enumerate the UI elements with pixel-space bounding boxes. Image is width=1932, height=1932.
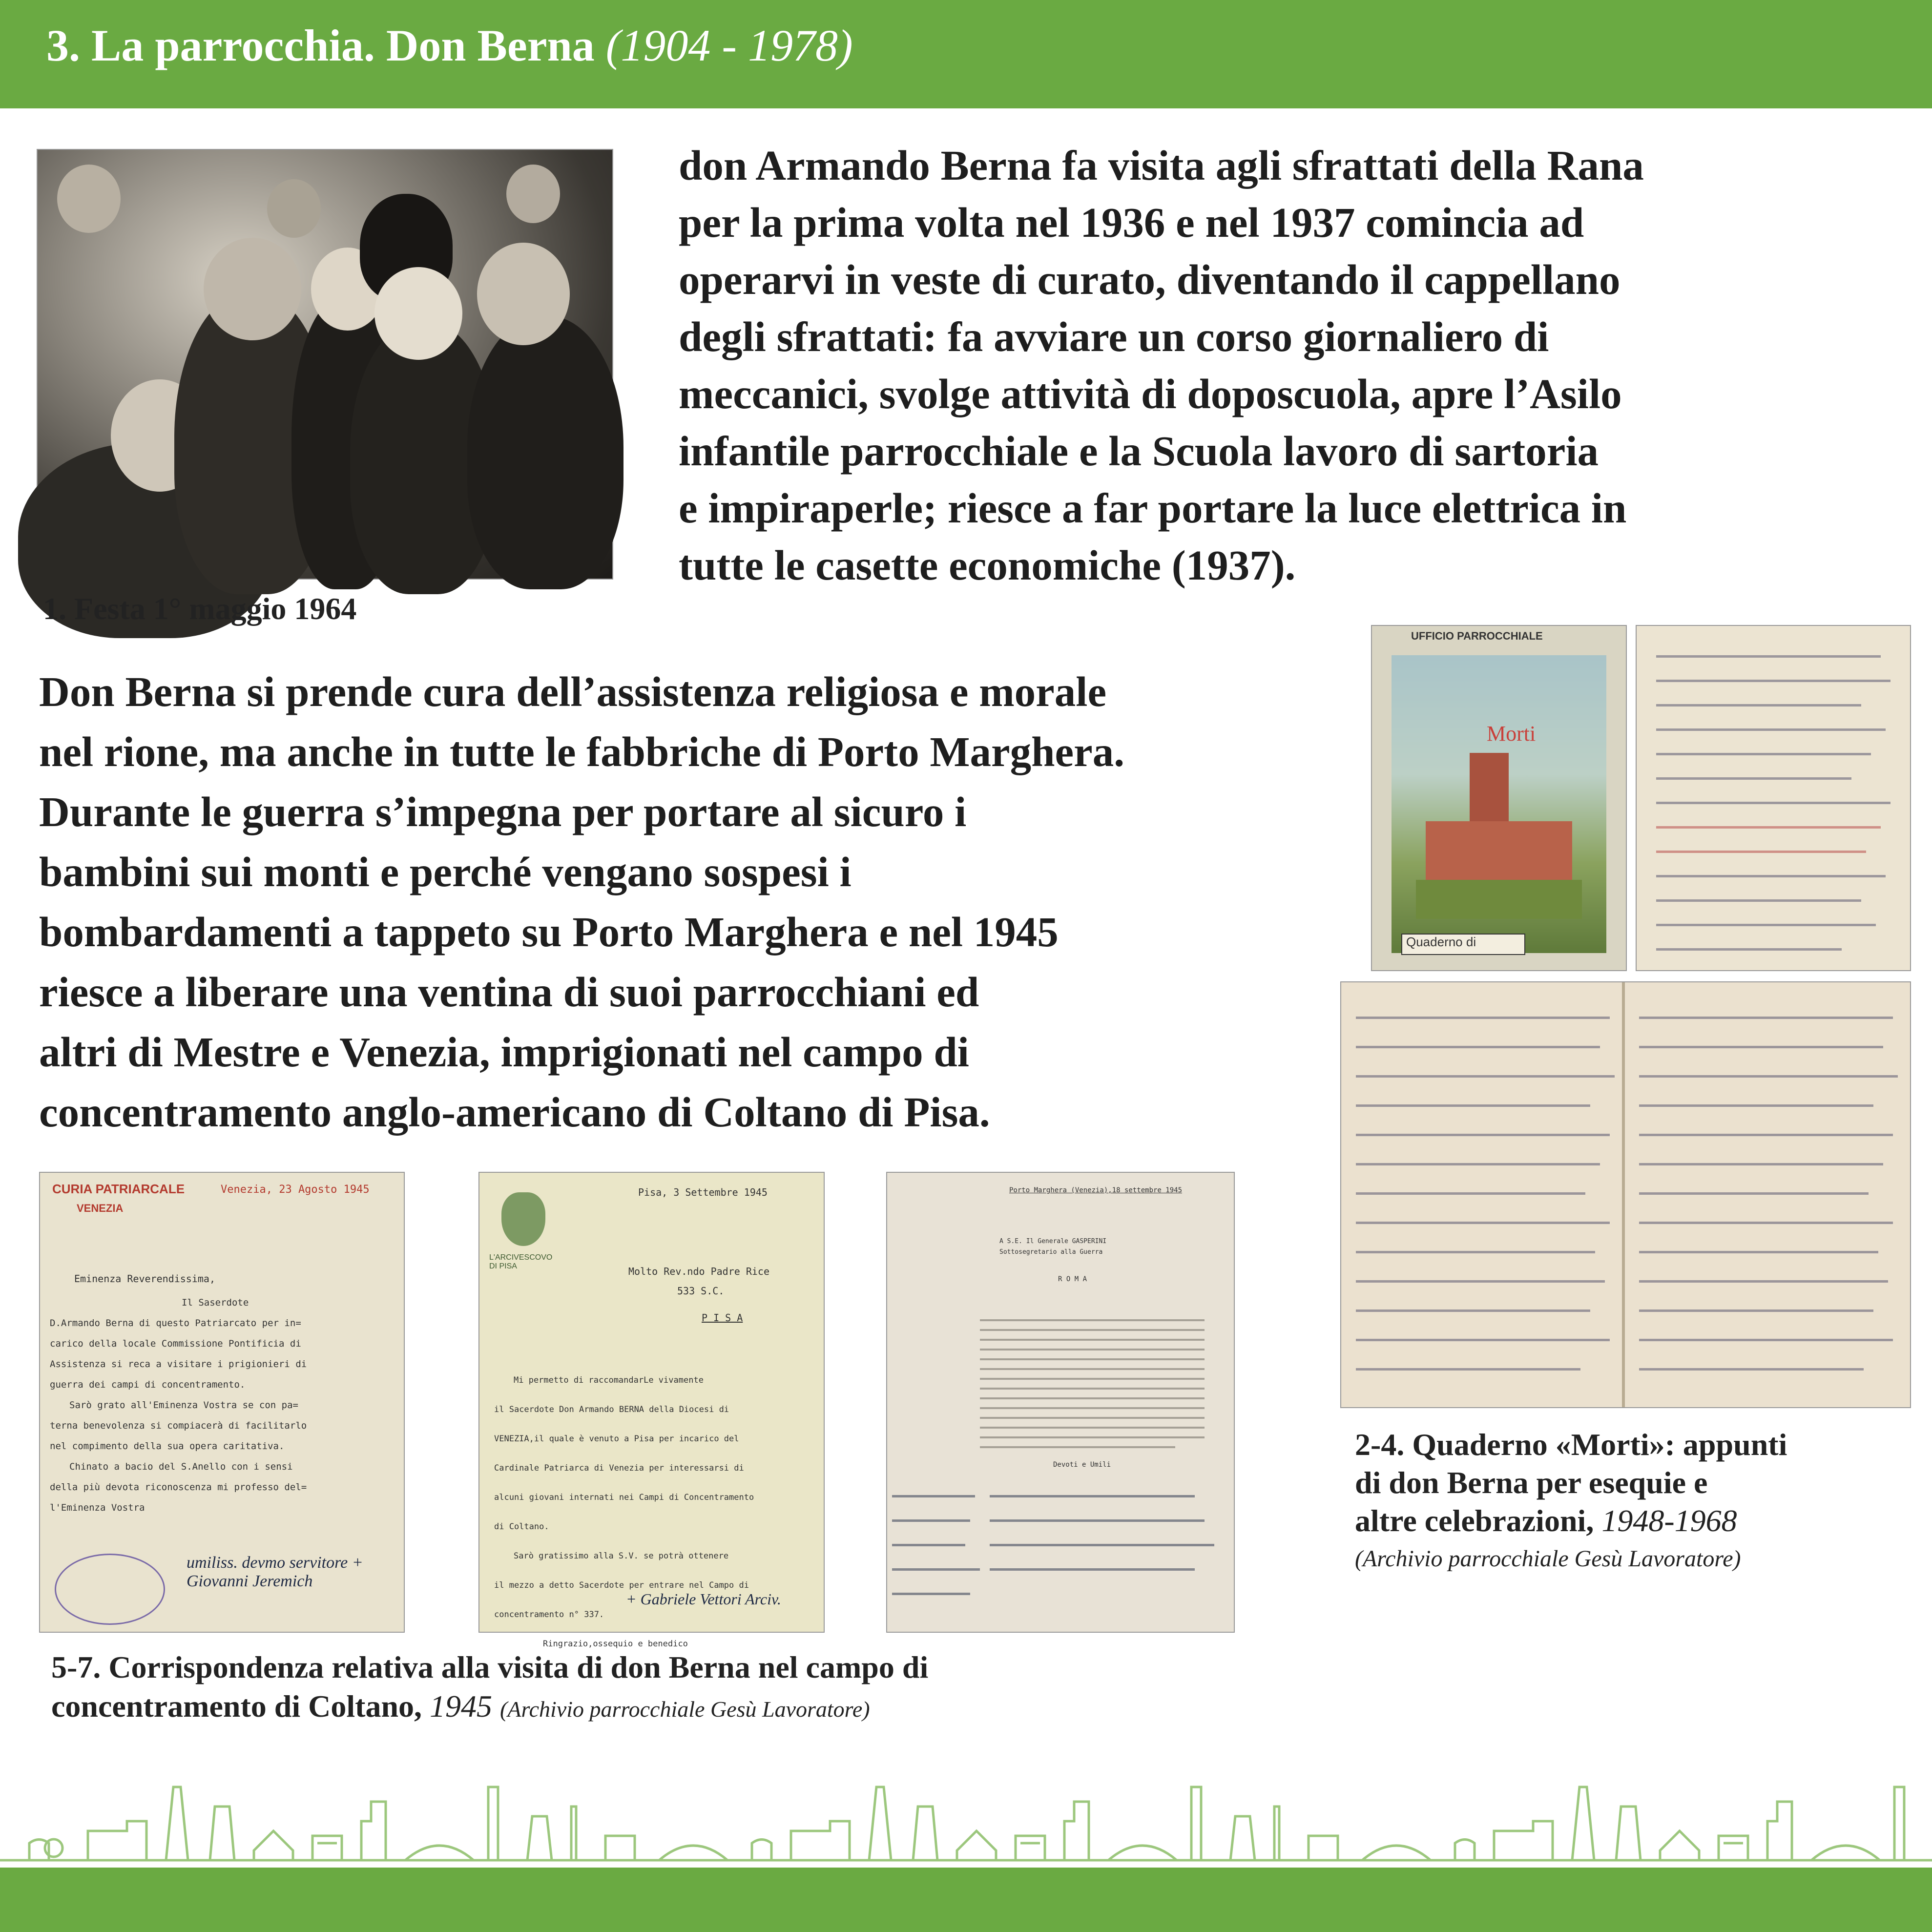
caption-notebook-archive: (Archivio parrocchiale Gesù Lavoratore) (1355, 1546, 1741, 1572)
intro-line: operarvi in veste di curato, diventando il cappellano (679, 256, 1620, 303)
page-title-years: (1904 - 1978) (605, 21, 853, 70)
notebook-cover-title: Morti (1487, 722, 1536, 746)
letter3-signatures (887, 1485, 1234, 1632)
caption-letters-line2: concentramento di Coltano, (51, 1689, 422, 1724)
photo-notebook-cover (1371, 625, 1627, 971)
intro-line: tutte le casette economiche (1937). (679, 541, 1296, 589)
caption-letters (51, 1648, 928, 1729)
intro-line: e impiraperle; riesce a far portare la luce elettrica in (679, 484, 1627, 532)
letter2-date: Pisa, 3 Settembre 1945 (638, 1186, 768, 1198)
letter3-date: Porto Marghera (Venezia),18 settembre 1945 (1009, 1186, 1183, 1194)
photo-letter-pisa (478, 1172, 825, 1649)
main-line: nel rione, ma anche in tutte le fabbriche di Porto Marghera. (39, 728, 1124, 775)
letter2-recipient2: 533 S.C. (677, 1285, 725, 1297)
intro-text (679, 137, 1644, 594)
letter1-seal (55, 1554, 165, 1625)
header-bar (0, 0, 1932, 108)
photo-letter-curia (39, 1172, 405, 1633)
photo-letter-marghera (886, 1172, 1235, 1633)
main-line: Don Berna si prende cura dell’assistenza religiosa e morale (39, 668, 1107, 715)
letter3-city: R O M A (1058, 1275, 1087, 1283)
intro-line: degli sfrattati: fa avviare un corso giornaliero di (679, 313, 1549, 360)
letter1-body: Il Saserdote D.Armando Berna di questo Patriarcato per in= carico della locale Commissione Pontificia di Assistenza si reca a visitare i prigionieri di guerra dei campi di concentramento. Sarò grato all'Eminenza Vostra se con pa= terna benevolenza si compiacerà di facilitarlo nel compimento della sua opera caritativa. Chinato a bacio del S.Anello con i sensi della più devota riconoscenza mi professo del= l'Eminenza Vostra (50, 1297, 307, 1513)
main-line: riesce a liberare una ventina di suoi parrocchiani ed (39, 968, 979, 1016)
intro-line: per la prima volta nel 1936 e nel 1937 comincia ad (679, 199, 1584, 246)
caption-notebook-line1: 2-4. Quaderno «Morti»: appunti (1355, 1427, 1787, 1462)
page-title-text: 3. La parrocchia. Don Berna (46, 21, 595, 70)
caption-photo-1: 1. Festa 1° maggio 1964 (43, 591, 357, 626)
main-line: Durante le guerra s’impegna per portare al sicuro i (39, 788, 967, 835)
letter1-city: VENEZIA (77, 1202, 124, 1214)
caption-notebook-years: 1948-1968 (1601, 1503, 1737, 1538)
notebook-office-label: UFFICIO PARROCCHIALE (1411, 630, 1543, 642)
notebook-cover-label: Quaderno di (1406, 935, 1476, 949)
letter2-header: L'ARCIVESCOVO DI PISA (489, 1253, 553, 1270)
intro-line: meccanici, svolge attività di doposcuola, apre l’Asilo (679, 370, 1622, 417)
caption-letters-line1: 5-7. Corrispondenza relativa alla visita di don Berna nel campo di (51, 1650, 929, 1684)
letter2-body: Mi permetto di raccomandarLe vivamente il Sacerdote Don Armando BERNA della Diocesi di VENEZIA,il quale è venuto a Pisa per incarico del Cardinale Patriarca di Venezia per interessarsi di alcuni giovani internati nei Campi di Concentramento di Coltano. Sarò gratissimo alla S.V. se potrà ottenere il mezzo a detto Sacerdote per entrare nel Campo di concentramento n° 337. Ringrazio,ossequio e benedico (494, 1375, 754, 1649)
letter3-recipient: A S.E. Il Generale GASPERINI Sottosegretario alla Guerra (999, 1238, 1107, 1256)
footer-bar (0, 1868, 1932, 1932)
main-line: bambini sui monti e perché vengano sospesi i (39, 848, 852, 895)
skyline-decoration (0, 1758, 1932, 1868)
letter2-city: P I S A (702, 1312, 743, 1324)
photo-festa-1964 (37, 149, 613, 580)
caption-notebook-line2: di don Berna per esequie e (1355, 1465, 1708, 1500)
letter1-date: Venezia, 23 Agosto 1945 (221, 1184, 370, 1196)
letter1-header: CURIA PATRIARCALE (52, 1182, 185, 1196)
letter3-closing: Devoti e Umili (1053, 1461, 1111, 1469)
photo-notebook-page (1636, 625, 1911, 971)
main-line: concentramento anglo-americano di Coltano di Pisa. (39, 1088, 990, 1136)
caption-letters-year: 1945 (430, 1689, 493, 1724)
caption-letters-archive: (Archivio parrocchiale Gesù Lavoratore) (500, 1697, 870, 1722)
intro-line: don Armando Berna fa visita agli sfrattati della Rana (679, 142, 1644, 189)
main-line: altri di Mestre e Venezia, imprigionati nel campo di (39, 1028, 969, 1076)
letter1-signature: umiliss. devmo servitore + Giovanni Jeremich (187, 1554, 363, 1590)
letter1-salutation: Eminenza Reverendissima, (74, 1273, 215, 1285)
page-title (46, 20, 853, 71)
intro-line: infantile parrocchiale e la Scuola lavoro di sartoria (679, 427, 1599, 475)
main-text (39, 662, 1124, 1142)
letter2-signature: + Gabriele Vettori Arciv. (626, 1590, 781, 1608)
letter2-crest (501, 1192, 545, 1246)
photo-notebook-open (1340, 981, 1911, 1408)
caption-notebook-line3: altre celebrazioni, (1355, 1503, 1594, 1538)
caption-notebook (1355, 1426, 1787, 1578)
letter2-recipient: Molto Rev.ndo Padre Rice (628, 1266, 769, 1277)
main-line: bombardamenti a tappeto su Porto Marghera e nel 1945 (39, 908, 1059, 956)
